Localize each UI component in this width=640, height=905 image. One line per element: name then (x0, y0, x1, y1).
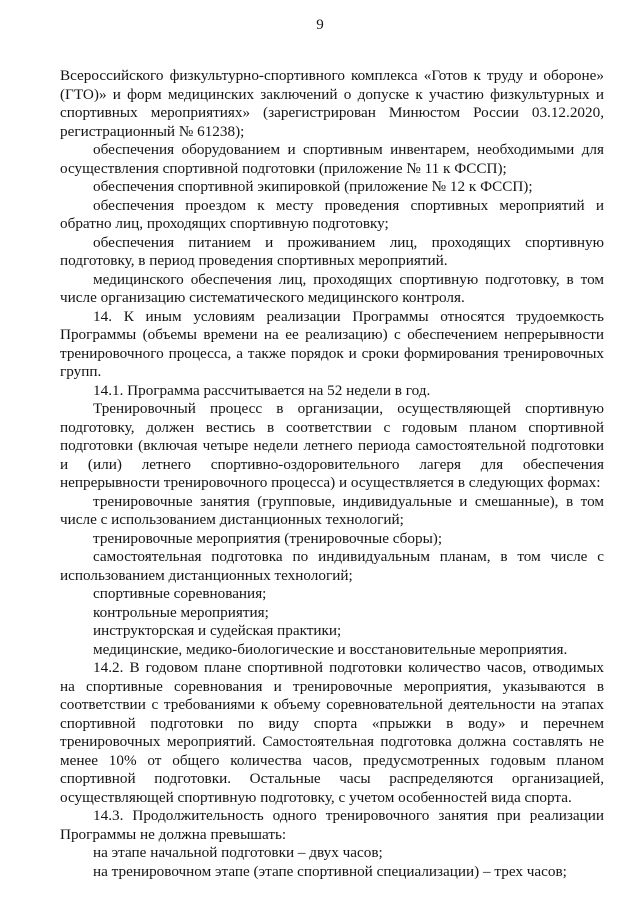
paragraph: инструкторская и судейская практики; (93, 622, 342, 639)
paragraph: тренировочные мероприятия (тренировочные сборы); (93, 529, 443, 547)
paragraph: обеспечения оборудованием и спортивным инвентарем, необходимыми для осуществления спортивной подготовки (приложение № 11 к ФССП); (60, 141, 604, 177)
document-body (60, 67, 604, 881)
paragraph: контрольные мероприятия; (93, 603, 269, 621)
paragraph: самостоятельная подготовка по индивидуальным планам, в том числе с использованием дистанционных технологий; (60, 548, 604, 584)
page-number: 9 (316, 17, 324, 33)
paragraph: спортивные соревнования; (93, 585, 267, 602)
paragraph: обеспечения проездом к месту проведения спортивных мероприятий и обратно лиц, проходящих спортивную подготовку; (60, 196, 604, 232)
paragraph: Тренировочный процесс в организации, осуществляющей спортивную подготовку, должен вестись в соответствии с годовым планом спортивной подготовки (включая четыре недели летнего периода самостоятельной подготовки и (или) летнего спортивно-оздоровительного лагеря для обеспечения непрерывности тренировочного процесса) и осуществляется в следующих формах: (60, 400, 604, 491)
paragraph: на тренировочном этапе (этапе спортивной специализации) – трех часов; (93, 862, 567, 880)
paragraph: 14. К иным условиям реализации Программы относятся трудоемкость Программы (объемы времени на ее реализацию) с обеспечением непрерывности тренировочного процесса, а также порядок и сроки формирования тренировочных групп. (60, 307, 604, 380)
paragraph: медицинского обеспечения лиц, проходящих спортивную подготовку, в том числе организацию систематического медицинского контроля. (60, 270, 604, 306)
paragraph: медицинские, медико-биологические и восстановительные мероприятия. (93, 640, 568, 658)
paragraph: 14.1. Программа рассчитывается на 52 недели в год. (93, 381, 431, 399)
paragraph: обеспечения спортивной экипировкой (приложение № 12 к ФССП); (93, 178, 533, 195)
paragraph: Всероссийского физкультурно-спортивного комплекса «Готов к труду и обороне» (ГТО)» и форм медицинских заключений о допуске к участию физкультурных и спортивных мероприятиях» (зарегистрирован Минюстом России 03.12.2020, регистрационный № 61238); (60, 67, 604, 140)
paragraph: обеспечения питанием и проживанием лиц, проходящих спортивную подготовку, в период проведения спортивных мероприятий. (60, 233, 604, 269)
paragraph: 14.3. Продолжительность одного тренировочного занятия при реализации Программы не должна превышать: (60, 807, 604, 843)
paragraph: тренировочные занятия (групповые, индивидуальные и смешанные), в том числе с использованием дистанционных технологий; (60, 492, 604, 528)
paragraph: 14.2. В годовом плане спортивной подготовки количество часов, отводимых на спортивные соревнования и тренировочные мероприятия, указываются в соответствии с требованиями к объему соревновательной деятельности на этапах спортивной подготовки по виду спорта «прыжки в воду» и перечнем тренировочных мероприятий. Самостоятельная подготовка должна составлять не менее 10% от общего количества часов, предусмотренных годовым планом спортивной подготовки. Остальные часы распределяются организацией, осуществляющей спортивную подготовку, с учетом особенностей вида спорта. (60, 659, 604, 806)
paragraph: на этапе начальной подготовки – двух часов; (93, 844, 383, 861)
